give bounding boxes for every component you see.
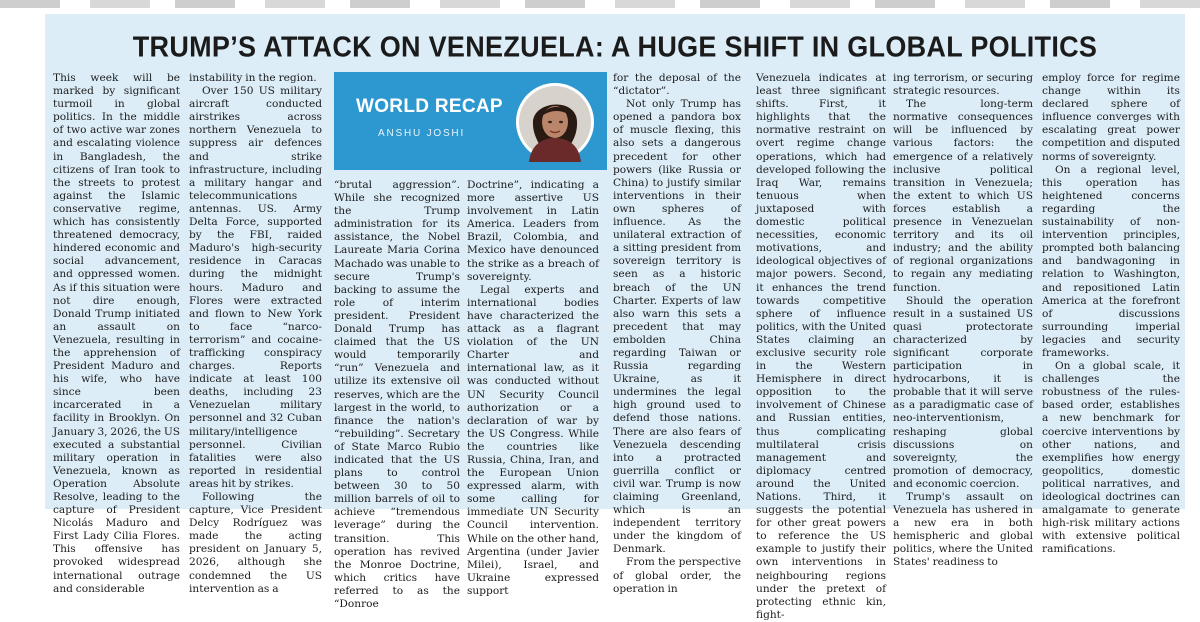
paragraph: Following the capture, Vice President Delcy Rodríguez was made the acting president on January 5, 2026, although she condemned the US intervention as a [189, 491, 322, 595]
paragraph: From the perspective of global order, the operation in [613, 556, 741, 595]
author-byline: ANSHU JOSHI [378, 128, 466, 139]
article-column-5 [613, 72, 741, 596]
paragraph: Not only Trump has opened a pandora box of muscle flexing, this also sets a dangerous precedent for other powers (like Russia or China) to justify similar interventions in their own spheres of influence. As the unilateral extraction of a sitting president from sovereign territory is seen as a historic breach of the UN Charter. Experts of law also warn this sets a precedent that may embolden China regarding Taiwan or Russia regarding Ukraine, as it undermines the legal high ground used to defend those nations. There are also fears of Venezuela descending into a protracted guerrilla conflict or civil war. Trump is now claiming Greenland, which is an independent territory under the kingdom of Denmark. [613, 98, 741, 556]
article-headline: TRUMP’S ATTACK ON VENEZUELA: A HUGE SHIFT IN GLOBAL POLITICS [132, 31, 1098, 63]
paragraph: This week will be marked by significant turmoil in global politics. In the middle of two active war zones and escalating violence in Bangladesh, the citizens of Iran took to the streets to protest against the Islamic conservative regime, which has consistently threatened democracy, hindered economic and social advancement, and oppressed women. As if this situation were not dire enough, Donald Trump initiated an assault on Venezuela, resulting in the apprehension of President Maduro and his wife, who have since been incarcerated in a facility in Brooklyn. On January 3, 2026, the US executed a substantial military operation in Venezuela, known as Operation Absolute Resolve, leading to the capture of President Nicolás Maduro and First Lady Cilia Flores. This offensive has provoked widespread international outrage and considerable [53, 72, 181, 595]
article-column-6 [756, 72, 886, 622]
paragraph: The long-term normative consequences will be influenced by various factors: the emergence of a relatively inclusive political transition in Venezuela; the extent to which US forces establish a presence in Venezuelan territory and its oil industry; and the ability of regional organizations to regain any mediating function. [893, 98, 1033, 294]
article-column-4 [467, 179, 599, 598]
paragraph: Legal experts and international bodies have characterized the attack as a flagrant violation of the UN Charter and international law, as it was conducted without UN Security Council authorization or a declaration of war by the US Congress. While the countries like Russia, China, Iran, and the European Union expressed alarm, with some calling for immediate UN Security Council intervention. While on the other hand, Argentina (under Javier Milei), Israel, and Ukraine expressed support [467, 283, 599, 597]
paragraph: instability in the region. [189, 72, 317, 84]
paragraph: employ force for regime change within its declared sphere of influence converges with escalating great power competition and disputed norms of sovereignty. [1042, 72, 1180, 163]
article-column-7 [893, 72, 1033, 570]
world-recap-banner [334, 72, 607, 170]
paragraph: for the deposal of the “dictator”. [613, 72, 741, 98]
article-column-2 [189, 72, 322, 596]
paragraph: On a global scale, it challenges the robustness of the rules-based order, establishes a new benchmark for coercive interventions by other nations, and exemplifies how energy geopolitics, domestic political narratives, and ideological doctrines can amalgamate to generate high-risk military actions with extensive political ramifications. [1042, 360, 1180, 556]
newspaper-article [45, 14, 1185, 621]
paragraph: Should the operation result in a sustained US quasi protectorate characterized by significant corporate participation in hydrocarbons, it is probable that it will serve as a paradigmatic case of neo-interventionism, reshaping global discussions on sovereignty, the promotion of democracy, and economic coercion. [893, 294, 1033, 490]
column-title: WORLD RECAP [356, 96, 503, 117]
author-portrait [515, 82, 595, 162]
paragraph: “brutal aggression”. While she recognized the Trump administration for its assistance, the Nobel Laureate Maria Corina Machado was unable to secure Trump's backing to assume the role of interim president. President Donald Trump has claimed that the US would temporarily “run” Venezuela and utilize its extensive oil reserves, which are the largest in the world, to finance the nation's “rebuilding”. Secretary of State Marco Rubio indicated that the US plans to control between 30 to 50 million barrels of oil to achieve “tremendous leverage” during the transition. This operation has revived the Monroe Doctrine, which critics have referred to as the “Donroe [334, 179, 460, 610]
paragraph: Venezuela indicates at least three significant shifts. First, it highlights that the normative restraint on overt regime change operations, which had developed following the Iraq War, remains tenuous when juxtaposed with domestic political necessities, economic motivations, and ideological objectives of major powers. Second, it enhances the trend towards competitive sphere of influence politics, with the United States claiming an exclusive security role in the Western Hemisphere in direct opposition to the involvement of Chinese and Russian entities, thus complicating multilateral crisis management and diplomacy centred around the United Nations. Third, it suggests the potential for other great powers to reference the US example to justify their own interventions in neighbouring regions under the pretext of protecting ethnic kin, fight- [756, 72, 886, 621]
paragraph: ing terrorism, or securing strategic resources. [893, 72, 1033, 98]
paragraph: On a regional level, this operation has heightened concerns regarding the sustainability of non-intervention principles, prompted both balancing and bandwagoning in relation to Washington, and repositioned Latin America at the forefront of discussions surrounding imperial legacies and security frameworks. [1042, 163, 1180, 359]
adjacent-article-strip [0, 0, 1200, 8]
article-column-3 [334, 179, 460, 611]
paragraph: Over 150 US military aircraft conducted airstrikes across northern Venezuela to suppress air defences and strike infrastructure, including a military hangar and telecommunications antennas. US. Army Delta Force, supported by the FBI, raided Maduro's high-security residence in Caracas during the midnight hours. Maduro and Flores were extracted and flown to New York to face “narco-terrorism” and cocaine-trafficking conspiracy charges. Reports indicate at least 100 deaths, including 23 Venezuelan military personnel and 32 Cuban military/intelligence personnel. Civilian fatalities were also reported in residential areas hit by strikes. [189, 85, 322, 490]
paragraph: Trump's assault on Venezuela has ushered in a new era in both hemispheric and global politics, where the United States' readiness to [893, 491, 1033, 569]
article-column-8 [1042, 72, 1180, 556]
paragraph: Doctrine”, indicating a more assertive US involvement in Latin America. Leaders from Brazil, Colombia, and Mexico have denounced the strike as a breach of sovereignty. [467, 179, 599, 283]
article-column-1 [53, 72, 180, 596]
